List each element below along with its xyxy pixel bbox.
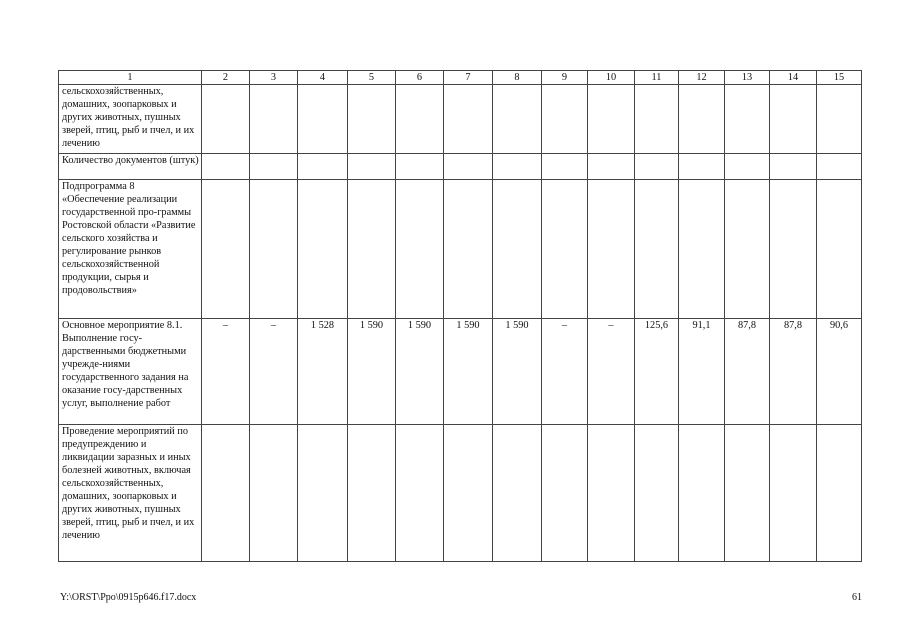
value-cell: – xyxy=(250,319,298,425)
value-cell xyxy=(444,180,493,319)
value-cell xyxy=(250,85,298,154)
value-cell xyxy=(348,85,396,154)
column-header: 14 xyxy=(770,71,817,85)
value-cell xyxy=(817,154,862,180)
value-cell xyxy=(348,180,396,319)
value-cell xyxy=(348,154,396,180)
column-header: 12 xyxy=(679,71,725,85)
value-cell: 90,6 xyxy=(817,319,862,425)
column-header: 1 xyxy=(59,71,202,85)
value-cell xyxy=(817,180,862,319)
value-cell xyxy=(493,180,542,319)
value-cell xyxy=(725,85,770,154)
value-cell: 125,6 xyxy=(635,319,679,425)
value-cell xyxy=(298,425,348,562)
value-cell xyxy=(588,85,635,154)
value-cell xyxy=(493,85,542,154)
value-cell xyxy=(770,425,817,562)
value-cell xyxy=(635,154,679,180)
value-cell xyxy=(817,85,862,154)
value-cell xyxy=(396,180,444,319)
value-cell xyxy=(817,425,862,562)
table-body xyxy=(59,85,862,562)
column-header: 11 xyxy=(635,71,679,85)
value-cell xyxy=(202,425,250,562)
value-cell: – xyxy=(542,319,588,425)
value-cell xyxy=(679,85,725,154)
footer-file-path: Y:\ORST\Ppo\0915p646.f17.docx xyxy=(60,592,197,603)
row-label-cell: сельскохозяйственных, домашних, зоопарковых и других животных, пушных зверей, птиц, рыб и пчел, и их лечению xyxy=(59,85,202,154)
value-cell xyxy=(725,180,770,319)
value-cell xyxy=(298,180,348,319)
value-cell xyxy=(250,425,298,562)
column-header: 13 xyxy=(725,71,770,85)
value-cell xyxy=(444,85,493,154)
value-cell xyxy=(348,425,396,562)
value-cell xyxy=(542,154,588,180)
indicator-table xyxy=(58,70,862,562)
value-cell xyxy=(396,154,444,180)
value-cell: 87,8 xyxy=(770,319,817,425)
value-cell xyxy=(444,425,493,562)
row-label-cell: Основное мероприятие 8.1. Выполнение госу-дарственными бюджетными учрежде-ниями государственного задания на оказание госу-дарственных услуг, выполнение работ xyxy=(59,319,202,425)
column-header: 8 xyxy=(493,71,542,85)
value-cell xyxy=(679,180,725,319)
value-cell xyxy=(298,85,348,154)
value-cell xyxy=(444,154,493,180)
row-label-cell: Подпрограмма 8 «Обеспечение реализации государственной про-граммы Ростовской области «Развитие сельского хозяйства и регулирование рынков сельскохозяйственной продукции, сырья и продовольствия» xyxy=(59,180,202,319)
value-cell: – xyxy=(588,319,635,425)
value-cell: 91,1 xyxy=(679,319,725,425)
value-cell xyxy=(588,154,635,180)
header-row xyxy=(59,71,862,85)
value-cell: 1 590 xyxy=(444,319,493,425)
value-cell xyxy=(635,425,679,562)
row-label-cell: Проведение мероприятий по предупреждению и ликвидации заразных и иных болезней животных, включая сельскохозяйственных, домашних, зоопарковых и других животных, пушных зверей, птиц, рыб и пчел, и их лечению xyxy=(59,425,202,562)
value-cell xyxy=(635,85,679,154)
value-cell: 1 528 xyxy=(298,319,348,425)
value-cell: 87,8 xyxy=(725,319,770,425)
value-cell xyxy=(542,425,588,562)
value-cell: 1 590 xyxy=(348,319,396,425)
value-cell xyxy=(588,425,635,562)
table-row xyxy=(59,319,862,425)
row-label-cell: Количество документов (штук) xyxy=(59,154,202,180)
table-row xyxy=(59,85,862,154)
column-header: 3 xyxy=(250,71,298,85)
table-row xyxy=(59,180,862,319)
value-cell xyxy=(542,85,588,154)
value-cell xyxy=(635,180,679,319)
column-header: 5 xyxy=(348,71,396,85)
value-cell: 1 590 xyxy=(396,319,444,425)
table-row xyxy=(59,154,862,180)
value-cell xyxy=(725,154,770,180)
value-cell xyxy=(770,85,817,154)
value-cell xyxy=(493,154,542,180)
value-cell: – xyxy=(202,319,250,425)
value-cell xyxy=(588,180,635,319)
value-cell xyxy=(396,425,444,562)
column-header: 15 xyxy=(817,71,862,85)
value-cell: 1 590 xyxy=(493,319,542,425)
column-header: 7 xyxy=(444,71,493,85)
value-cell xyxy=(679,425,725,562)
value-cell xyxy=(250,154,298,180)
value-cell xyxy=(396,85,444,154)
value-cell xyxy=(493,425,542,562)
column-header: 6 xyxy=(396,71,444,85)
value-cell xyxy=(250,180,298,319)
value-cell xyxy=(202,154,250,180)
value-cell xyxy=(725,425,770,562)
value-cell xyxy=(542,180,588,319)
value-cell xyxy=(298,154,348,180)
value-cell xyxy=(202,85,250,154)
column-header: 9 xyxy=(542,71,588,85)
page-number: 61 xyxy=(852,592,862,603)
value-cell xyxy=(202,180,250,319)
value-cell xyxy=(679,154,725,180)
value-cell xyxy=(770,180,817,319)
column-header: 10 xyxy=(588,71,635,85)
table-row xyxy=(59,425,862,562)
column-header: 4 xyxy=(298,71,348,85)
column-header: 2 xyxy=(202,71,250,85)
value-cell xyxy=(770,154,817,180)
